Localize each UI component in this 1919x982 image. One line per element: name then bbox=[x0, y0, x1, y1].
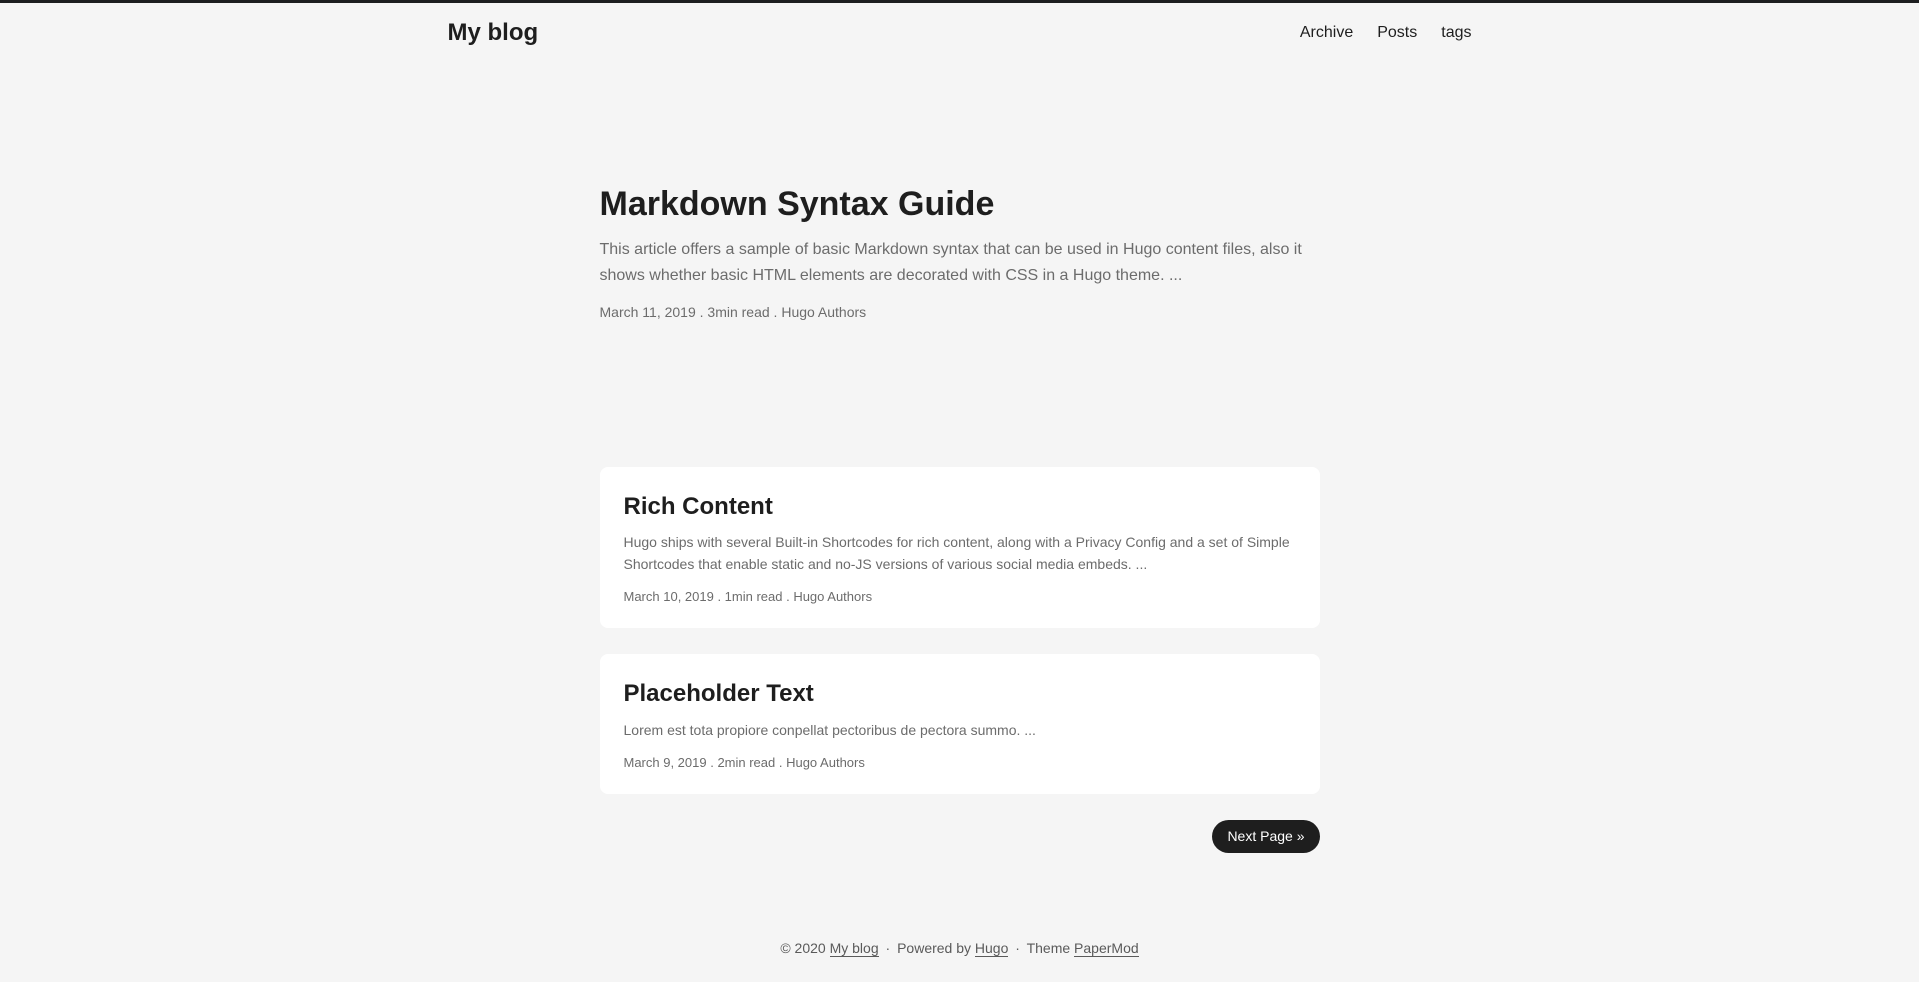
site-footer bbox=[0, 920, 1919, 982]
post-meta: March 9, 2019 . 2min read . Hugo Authors bbox=[623, 755, 865, 771]
nav-bar bbox=[448, 3, 1472, 63]
post-title: Placeholder Text bbox=[623, 680, 814, 708]
post-summary: Lorem est tota propiore conpellat pectoribus de pectora summo. ... bbox=[623, 721, 1036, 738]
footer-theme-label: Theme bbox=[1026, 940, 1071, 956]
featured-post-title: Markdown Syntax Guide bbox=[599, 184, 995, 223]
post-title: Rich Content bbox=[623, 492, 773, 520]
footer-site-link[interactable]: My blog bbox=[829, 940, 879, 956]
post-card[interactable] bbox=[600, 654, 1320, 794]
nav-menu bbox=[1276, 24, 1472, 42]
nav-item-tags[interactable]: tags bbox=[1441, 23, 1472, 41]
footer-copyright: © 2020 bbox=[780, 940, 826, 956]
footer-separator: · bbox=[1015, 940, 1020, 956]
post-meta: March 10, 2019 . 1min read . Hugo Authors bbox=[623, 589, 873, 605]
footer-hugo-link[interactable]: Hugo bbox=[974, 940, 1009, 956]
nav-item-archive[interactable]: Archive bbox=[1299, 23, 1354, 41]
footer-separator: · bbox=[885, 940, 891, 956]
next-page-button[interactable]: Next Page » bbox=[1212, 820, 1319, 853]
pagination bbox=[600, 820, 1320, 853]
post-summary: Hugo ships with several Built-in Shortcodes for rich content, along with a Privacy Config and a set of Simple Shortcodes that enable static and no-JS versions of various social media embeds. ... bbox=[623, 533, 1290, 573]
featured-post-meta: March 11, 2019 . 3min read . Hugo Authors bbox=[599, 304, 867, 321]
featured-post-summary: This article offers a sample of basic Markdown syntax that can be used in Hugo content files, also it shows whether basic HTML elements are decorated with CSS in a Hugo theme. ... bbox=[599, 241, 1302, 284]
footer-papermod-link[interactable]: PaperMod bbox=[1074, 940, 1139, 956]
site-header bbox=[0, 3, 1919, 63]
main-content bbox=[600, 63, 1320, 921]
post-card[interactable] bbox=[600, 467, 1320, 629]
featured-post[interactable] bbox=[600, 87, 1320, 417]
site-logo[interactable]: My blog bbox=[447, 18, 539, 46]
footer-powered-by-label: Powered by bbox=[897, 940, 972, 956]
nav-item-posts[interactable]: Posts bbox=[1377, 23, 1418, 41]
